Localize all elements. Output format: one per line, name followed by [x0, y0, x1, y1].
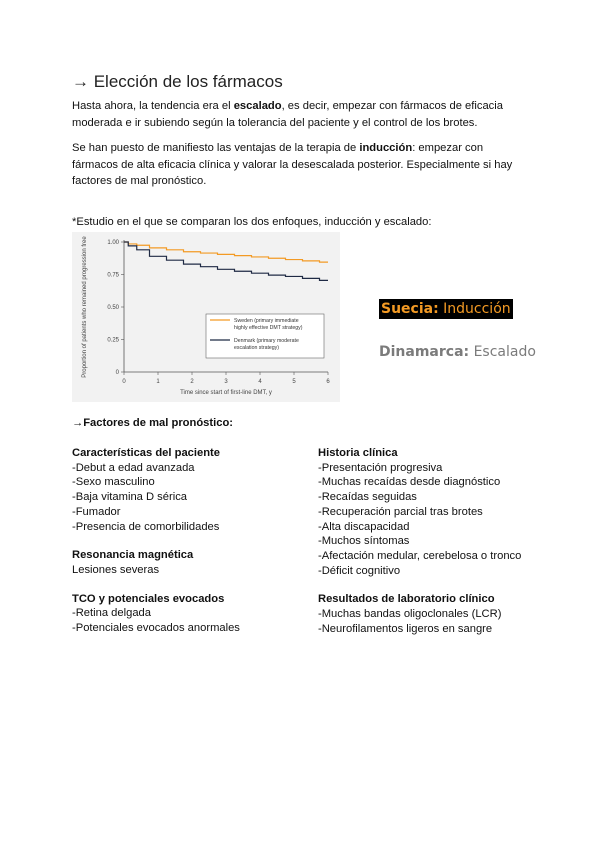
x-tick-label: 2 — [190, 379, 194, 385]
denmark-key: Dinamarca: — [379, 344, 470, 360]
group-resonancia — [72, 548, 322, 577]
paragraph-escalado — [72, 98, 532, 131]
list-item: -Sexo masculino — [72, 476, 155, 489]
x-tick-label: 4 — [258, 379, 262, 385]
list-item: -Baja vitamina D sérica — [72, 491, 188, 504]
x-tick-label: 0 — [122, 379, 126, 385]
x-tick-label: 3 — [224, 379, 228, 385]
x-tick-label: 1 — [156, 379, 160, 385]
paragraph-induccion — [72, 140, 532, 190]
group-paciente — [72, 446, 322, 534]
p1-text-a: Hasta ahora, la tendencia era el — [72, 100, 234, 112]
study-note: *Estudio en el que se comparan los dos enfoques, inducción y escalado: — [72, 216, 432, 228]
list-item: -Debut a edad avanzada — [72, 461, 195, 474]
group-historia — [318, 446, 548, 578]
group-heading: Resonancia magnética — [72, 549, 194, 562]
list-item: -Presentación progresiva — [318, 461, 443, 474]
y-axis-label: Proportion of patients who remained progression free — [82, 236, 88, 378]
right-column — [318, 446, 548, 636]
list-item: -Muchas bandas oligoclonales (LCR) — [318, 608, 502, 621]
list-item: -Muchos síntomas — [318, 535, 410, 548]
group-heading: Resultados de laboratorio clínico — [318, 593, 495, 606]
sweden-label — [379, 299, 513, 319]
list-item: -Presencia de comorbilidades — [72, 520, 220, 533]
y-tick-label: 0 — [115, 370, 119, 376]
list-item: -Recuperación parcial tras brotes — [318, 505, 483, 518]
section-title: → Elección de los fármacos — [72, 72, 283, 91]
denmark-value: Escalado — [469, 344, 536, 360]
legend-label: Sweden (primary immediate highly effective DMT strategy) — [234, 318, 303, 331]
p2-text-c: : empezar con fármacos de alta eficacia clínica y valorar la desescalada posterior. Especialmente si hay factores de mal pronóstico. — [72, 142, 513, 187]
p2-bold-term: inducción — [359, 142, 413, 154]
denmark-label — [379, 344, 536, 360]
list-item: Lesiones severas — [72, 563, 160, 576]
y-tick-label: 1.00 — [107, 240, 119, 246]
group-heading: Características del paciente — [72, 447, 220, 459]
group-tco — [72, 592, 322, 636]
group-heading: Historia clínica — [318, 447, 398, 459]
p2-text-a: Se han puesto de manifiesto las ventajas de la terapia de — [72, 142, 360, 154]
list-item: -Neurofilamentos ligeros en sangre — [318, 622, 493, 635]
group-laboratorio — [318, 592, 548, 636]
y-tick-label: 0.75 — [107, 272, 119, 279]
x-tick-label: 6 — [326, 379, 330, 385]
left-column — [72, 446, 322, 636]
list-item: -Recaídas seguidas — [318, 491, 417, 504]
list-item: -Afectación medular, cerebelosa o tronco — [318, 549, 522, 562]
p1-text-c: , es decir, empezar con fármacos de eficacia moderada e ir subiendo según la tolerancia del paciente y el control de los brotes. — [72, 100, 503, 129]
y-tick-label: 0.25 — [107, 337, 119, 344]
x-axis-label: Time since start of first-line DMT, y — [180, 390, 272, 396]
group-heading: TCO y potenciales evocados — [72, 592, 225, 605]
legend-label: Denmark (primary moderate escalation strategy) — [234, 338, 299, 351]
list-item: -Retina delgada — [72, 607, 151, 620]
sweden-key: Suecia: — [381, 301, 439, 317]
list-item: -Fumador — [72, 505, 121, 518]
factors-title: →Factores de mal pronóstico: — [72, 417, 234, 429]
sweden-value: Inducción — [438, 301, 511, 317]
list-item: -Alta discapacidad — [318, 520, 410, 533]
list-item: -Déficit cognitivo — [318, 564, 401, 577]
y-tick-label: 0.50 — [107, 305, 119, 311]
p1-bold-term: escalado — [233, 100, 282, 112]
x-tick-label: 5 — [292, 379, 296, 385]
list-item: -Muchas recaídas desde diagnóstico — [318, 476, 501, 489]
list-item: -Potenciales evocados anormales — [72, 622, 240, 635]
survival-chart — [72, 232, 340, 402]
